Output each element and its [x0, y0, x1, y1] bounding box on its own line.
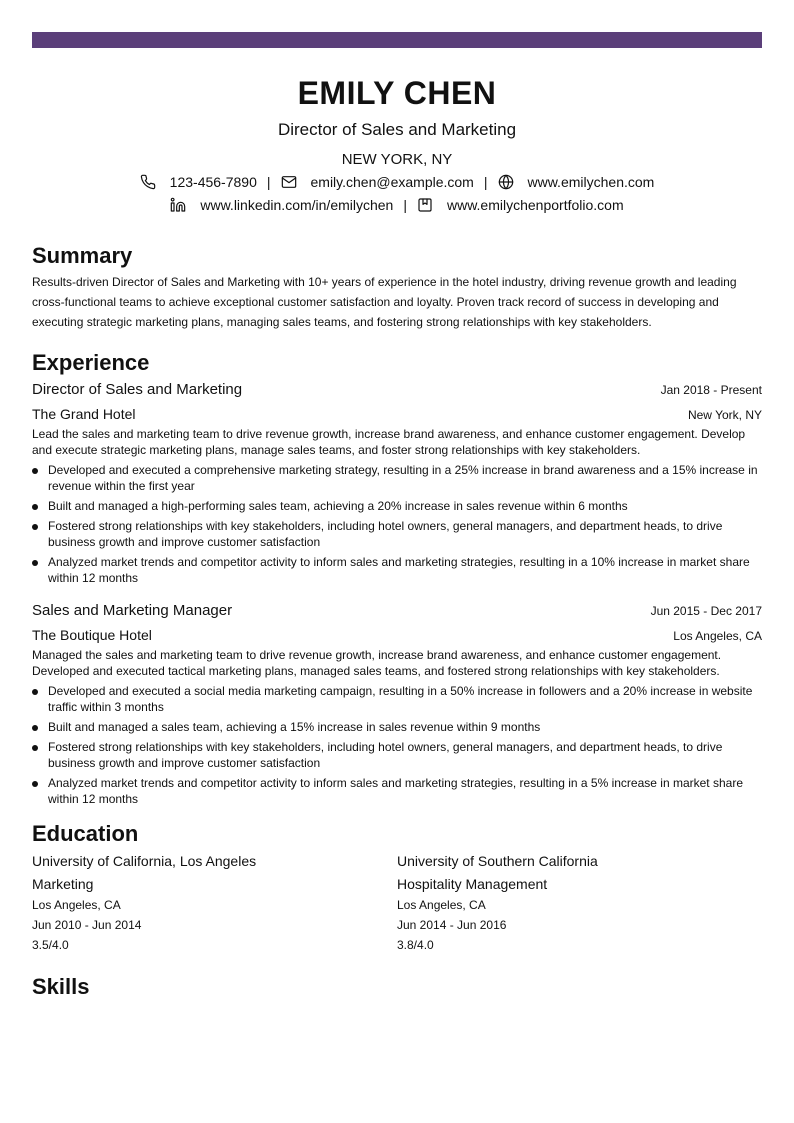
school-name: University of Southern California	[397, 853, 598, 869]
job-description: Managed the sales and marketing team to drive revenue growth, increase brand awareness, and enhance customer engagement. Developed and executed tactical marketing plans, managed sales teams, and fostered strong relationships with key stakeholders.	[32, 648, 722, 678]
bullet-text: Developed and executed a comprehensive marketing strategy, resulting in a 25% increase in brand awareness and a 15% increase in revenue within the first year	[48, 463, 758, 493]
phone-icon	[140, 174, 156, 190]
job-bullets	[32, 462, 762, 586]
job-bullets	[32, 683, 762, 807]
resume-page	[32, 48, 762, 1000]
website-link[interactable]: www.emilychen.com	[527, 173, 655, 190]
school-major: Hospitality Management	[397, 876, 548, 892]
education-entry	[32, 850, 397, 955]
email-icon	[281, 174, 297, 190]
skills-heading: Skills	[32, 974, 90, 999]
school-name: University of California, Los Angeles	[32, 853, 257, 869]
summary-text: Results-driven Director of Sales and Marketing with 10+ years of experience in the hotel industry, driving revenue growth and leading cross-functional teams to achieve exceptional customer satisfaction and loyalty. Proven track record of success in developing and executing strategic marketing plans, managing sales teams, and fostering strong relationships with key stakeholders.	[32, 275, 737, 329]
list-item	[32, 554, 762, 586]
bullet-text: Analyzed market trends and competitor activity to inform sales and marketing strategies, resulting in a 5% increase in market share within 12 months	[48, 776, 743, 806]
phone-number[interactable]: 123-456-7890	[169, 173, 257, 190]
list-item	[32, 739, 762, 771]
school-gpa: 3.8/4.0	[397, 938, 434, 952]
email-link[interactable]: emily.chen@example.com	[310, 173, 474, 190]
bullet-text: Built and managed a sales team, achieving a 15% increase in sales revenue within 9 months	[48, 720, 541, 734]
candidate-title: Director of Sales and Marketing	[277, 120, 517, 139]
list-item	[32, 518, 762, 550]
job-role: Sales and Marketing Manager	[32, 602, 233, 619]
bullet-text: Fostered strong relationships with key stakeholders, including hotel owners, general managers, and department heads, to drive business growth and improve customer satisfaction	[48, 740, 723, 770]
school-major: Marketing	[32, 876, 94, 892]
portfolio-link[interactable]: www.emilychenportfolio.com	[446, 196, 624, 213]
accent-bar	[32, 32, 762, 48]
bullet-icon	[32, 781, 38, 787]
bullet-icon	[32, 725, 38, 731]
school-dates: Jun 2010 - Jun 2014	[32, 918, 142, 932]
job-company: The Grand Hotel	[32, 406, 136, 422]
bullet-icon	[32, 560, 38, 566]
linkedin-icon	[170, 197, 186, 213]
school-location: Los Angeles, CA	[397, 898, 486, 912]
list-item	[32, 498, 762, 514]
experience-heading: Experience	[32, 350, 150, 375]
globe-icon	[498, 174, 514, 190]
linkedin-link[interactable]: www.linkedin.com/in/emilychen	[200, 196, 394, 213]
bullet-icon	[32, 468, 38, 474]
job-role: Director of Sales and Marketing	[32, 381, 243, 398]
bullet-icon	[32, 745, 38, 751]
job-dates: Jan 2018 - Present	[660, 383, 762, 397]
school-gpa: 3.5/4.0	[32, 938, 69, 952]
separator: |	[403, 196, 407, 213]
bullet-icon	[32, 524, 38, 530]
bullet-text: Developed and executed a social media marketing campaign, resulting in a 50% increase in followers and a 20% increase in website traffic within 3 months	[48, 684, 753, 714]
job-dates: Jun 2015 - Dec 2017	[650, 604, 762, 618]
resume-header	[32, 74, 762, 216]
school-location: Los Angeles, CA	[32, 898, 121, 912]
job-header	[32, 600, 762, 622]
education-entry	[397, 850, 762, 955]
education-heading: Education	[32, 821, 139, 846]
portfolio-icon	[417, 197, 433, 213]
school-dates: Jun 2014 - Jun 2016	[397, 918, 507, 932]
list-item	[32, 775, 762, 807]
job-company-row	[32, 404, 762, 424]
job-entry	[32, 600, 762, 807]
list-item	[32, 683, 762, 715]
list-item	[32, 462, 762, 494]
bullet-text: Fostered strong relationships with key stakeholders, including hotel owners, general managers, and department heads, to drive business growth and improve customer satisfaction	[48, 519, 723, 549]
bullet-text: Analyzed market trends and competitor activity to inform sales and marketing strategies, resulting in a 10% increase in market share within 12 months	[48, 555, 750, 585]
separator: |	[483, 173, 488, 190]
contact-row-secondary	[32, 193, 762, 216]
job-company: The Boutique Hotel	[32, 627, 152, 643]
bullet-icon	[32, 504, 38, 510]
candidate-location: NEW YORK, NY	[341, 151, 453, 168]
job-entry	[32, 379, 762, 586]
candidate-name: EMILY CHEN	[297, 75, 497, 111]
bullet-icon	[32, 689, 38, 695]
job-location: Los Angeles, CA	[673, 629, 762, 643]
summary-heading: Summary	[32, 243, 133, 268]
bullet-text: Built and managed a high-performing sales team, achieving a 20% increase in sales revenue within 6 months	[48, 499, 628, 513]
job-header	[32, 379, 762, 401]
list-item	[32, 719, 762, 735]
separator: |	[266, 173, 271, 190]
education-grid	[32, 850, 762, 955]
job-location: New York, NY	[687, 408, 762, 422]
contact-row-primary	[32, 170, 762, 193]
job-company-row	[32, 625, 762, 645]
job-description: Lead the sales and marketing team to drive revenue growth, increase brand awareness, and enhance customer engagement. Develop and execute strategic marketing plans, manage sales teams, and foster strong relationships with key stakeholders.	[32, 427, 746, 457]
